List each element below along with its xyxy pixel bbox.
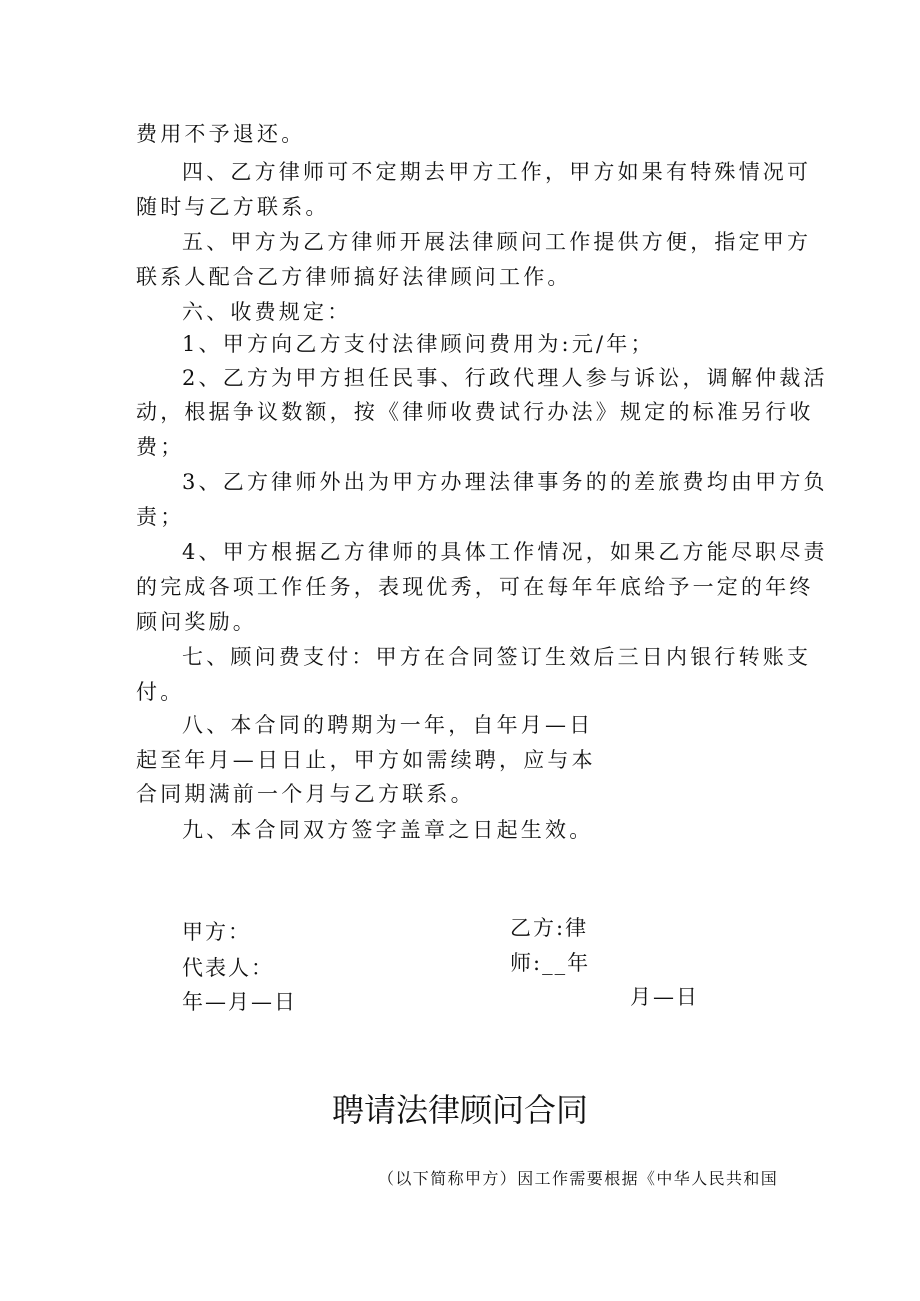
party-a-label: 甲方： xyxy=(182,920,251,944)
party-b-label: 乙方:律 xyxy=(510,916,589,940)
body-line-clause-5: 五、甲方为乙方律师开展法律顾问工作提供方便，指定甲方 xyxy=(182,230,812,254)
body-line-clause-4-cont: 随时与乙方联系。 xyxy=(136,195,330,219)
party-b-date: 月—日 xyxy=(630,985,699,1009)
body-line-fee-item-2-end: 费； xyxy=(136,435,185,459)
body-line-fee-item-2-cont: 动，根据争议数额，按《律师收费试行办法》规定的标准另行收 xyxy=(136,400,814,424)
party-a-date: 年—月—日 xyxy=(182,990,297,1014)
body-line-clause-8-end: 合同期满前一个月与乙方联系。 xyxy=(136,782,475,806)
body-line-clause-8-cont: 起至年月—日日止，甲方如需续聘，应与本 xyxy=(136,748,596,772)
body-line-fee-item-1: 1、甲方向乙方支付法律顾问费用为:元/年； xyxy=(182,332,655,356)
body-line-fee-item-4-end: 顾问奖励。 xyxy=(136,610,257,634)
body-line-clause-6: 六、收费规定： xyxy=(182,300,352,324)
body-line-clause-7-end: 付。 xyxy=(136,680,185,704)
body-line-clause-8: 八、本合同的聘期为一年，自年月—日 xyxy=(182,713,594,737)
contract-title: 聘请法律顾问合同 xyxy=(331,1091,588,1129)
party-b-lawyer: 师:__年 xyxy=(510,951,591,975)
body-line-clause-5-cont: 联系人配合乙方律师搞好法律顾问工作。 xyxy=(136,265,572,289)
body-line-fee-item-2: 2、乙方为甲方担任民事、行政代理人参与诉讼，调解仲裁活 xyxy=(182,366,828,390)
contract-intro-line: （以下简称甲方）因工作需要根据《中华人民共和国 xyxy=(378,1169,779,1188)
body-line-fee-item-4: 4、甲方根据乙方律师的具体工作情况，如果乙方能尽职尽责 xyxy=(182,540,828,564)
body-line-fee-item-3-end: 责； xyxy=(136,505,185,529)
body-line-clause-7: 七、顾问费支付：甲方在合同签订生效后三日内银行转账支 xyxy=(182,645,812,669)
body-line-clause-9: 九、本合同双方签字盖章之日起生效。 xyxy=(182,818,594,842)
body-line-fee-item-4-cont: 的完成各项工作任务，表现优秀，可在每年年底给予一定的年终 xyxy=(136,575,814,599)
party-a-representative: 代表人： xyxy=(182,956,274,980)
body-line-fee-item-3: 3、乙方律师外出为甲方办理法律事务的的差旅费均由甲方负 xyxy=(182,470,828,494)
body-line-clause-4: 四、乙方律师可不定期去甲方工作，甲方如果有特殊情况可 xyxy=(182,160,812,184)
body-line-fee-nonrefund: 费用不予退还。 xyxy=(136,122,306,146)
